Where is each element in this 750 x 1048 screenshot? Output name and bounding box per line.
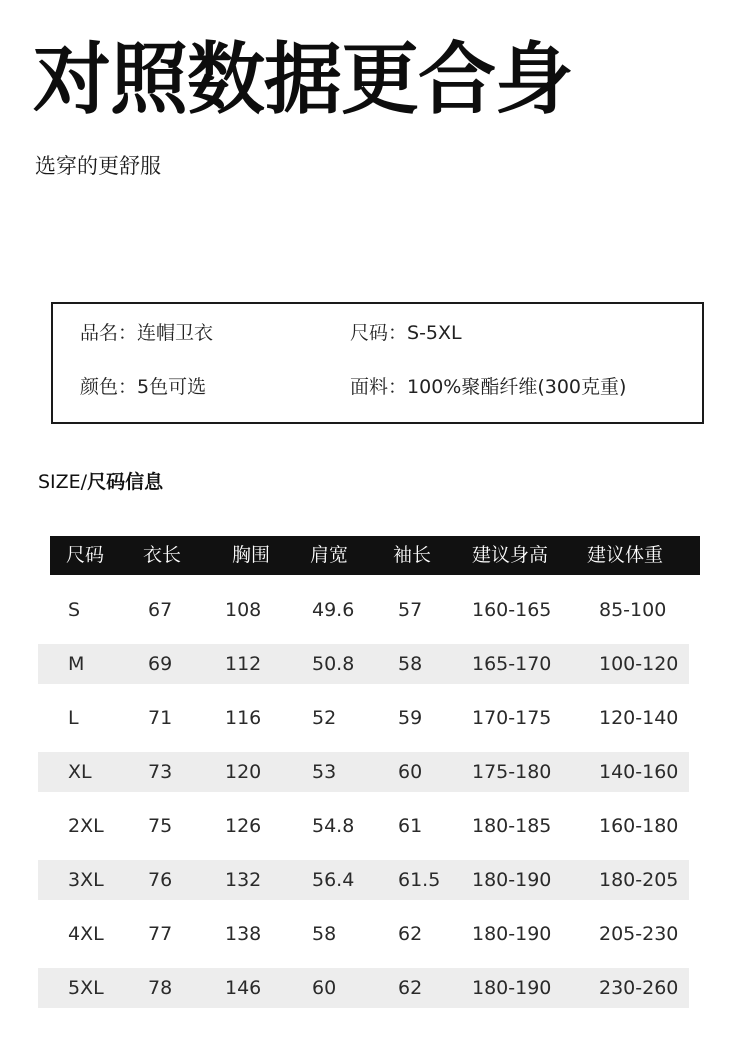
header-cell-chest: 胸围 bbox=[232, 544, 271, 566]
table-cell: 54.8 bbox=[312, 815, 355, 837]
header-cell-weight: 建议体重 bbox=[587, 544, 664, 566]
table-row bbox=[38, 968, 689, 1008]
table-row bbox=[38, 698, 689, 738]
table-cell: 60 bbox=[312, 977, 337, 999]
table-cell: 71 bbox=[148, 707, 173, 729]
header-cell-shoulder: 肩宽 bbox=[310, 544, 349, 566]
product-material-label: 面料： bbox=[350, 376, 408, 398]
table-cell: 67 bbox=[148, 599, 173, 621]
product-color-value: 5色可选 bbox=[137, 376, 207, 398]
table-cell: 77 bbox=[148, 923, 173, 945]
table-cell: 160-165 bbox=[472, 599, 552, 621]
size-table-header bbox=[50, 536, 700, 575]
table-cell: 180-205 bbox=[599, 869, 679, 891]
table-cell: XL bbox=[68, 761, 92, 783]
product-name-label: 品名： bbox=[80, 322, 138, 344]
page-subtitle: 选穿的更舒服 bbox=[35, 154, 161, 178]
header-cell-length: 衣长 bbox=[143, 544, 182, 566]
table-cell: 57 bbox=[398, 599, 423, 621]
table-cell: 78 bbox=[148, 977, 173, 999]
table-cell: 146 bbox=[225, 977, 262, 999]
table-cell: 170-175 bbox=[472, 707, 552, 729]
table-cell: 50.8 bbox=[312, 653, 355, 675]
table-cell: 56.4 bbox=[312, 869, 355, 891]
table-cell: 58 bbox=[398, 653, 423, 675]
table-cell: 75 bbox=[148, 815, 173, 837]
table-cell: 108 bbox=[225, 599, 262, 621]
table-row bbox=[38, 914, 689, 954]
table-cell: S bbox=[68, 599, 81, 621]
table-row bbox=[38, 860, 689, 900]
table-cell: 180-190 bbox=[472, 869, 552, 891]
header-cell-height: 建议身高 bbox=[472, 544, 549, 566]
table-cell: 126 bbox=[225, 815, 262, 837]
table-cell: 62 bbox=[398, 923, 423, 945]
table-row bbox=[38, 590, 689, 630]
table-cell: 52 bbox=[312, 707, 337, 729]
size-section-heading bbox=[38, 468, 163, 496]
size-heading-en: SIZE/ bbox=[38, 471, 88, 493]
product-color bbox=[80, 373, 206, 401]
product-size-value: S-5XL bbox=[407, 322, 462, 344]
table-cell: 69 bbox=[148, 653, 173, 675]
table-row bbox=[38, 806, 689, 846]
product-size-label: 尺码： bbox=[350, 322, 408, 344]
table-cell: 230-260 bbox=[599, 977, 679, 999]
header-cell-size: 尺码 bbox=[66, 544, 105, 566]
product-name bbox=[80, 319, 213, 347]
product-name-value: 连帽卫衣 bbox=[137, 322, 214, 344]
table-cell: 2XL bbox=[68, 815, 104, 837]
table-cell: 62 bbox=[398, 977, 423, 999]
table-cell: 59 bbox=[398, 707, 423, 729]
header-cell-sleeve: 袖长 bbox=[393, 544, 432, 566]
table-cell: 165-170 bbox=[472, 653, 552, 675]
product-size bbox=[350, 319, 462, 347]
table-row bbox=[38, 644, 689, 684]
product-info-box bbox=[51, 302, 704, 424]
table-cell: 58 bbox=[312, 923, 337, 945]
table-cell: 4XL bbox=[68, 923, 104, 945]
table-cell: 53 bbox=[312, 761, 337, 783]
table-cell: 175-180 bbox=[472, 761, 552, 783]
table-cell: 180-185 bbox=[472, 815, 552, 837]
table-cell: 60 bbox=[398, 761, 423, 783]
table-cell: 160-180 bbox=[599, 815, 679, 837]
product-material bbox=[350, 373, 626, 401]
table-cell: 61.5 bbox=[398, 869, 441, 891]
table-cell: 120 bbox=[225, 761, 262, 783]
table-cell: 140-160 bbox=[599, 761, 679, 783]
product-material-value: 100%聚酯纤维(300克重) bbox=[407, 376, 627, 398]
table-cell: 138 bbox=[225, 923, 262, 945]
table-cell: 73 bbox=[148, 761, 173, 783]
table-cell: 205-230 bbox=[599, 923, 679, 945]
size-table bbox=[38, 536, 700, 1008]
table-cell: 116 bbox=[225, 707, 262, 729]
product-color-label: 颜色： bbox=[80, 376, 138, 398]
table-cell: 112 bbox=[225, 653, 262, 675]
table-cell: 132 bbox=[225, 869, 262, 891]
table-row bbox=[38, 752, 689, 792]
table-cell: 180-190 bbox=[472, 923, 552, 945]
table-cell: 76 bbox=[148, 869, 173, 891]
table-cell: 5XL bbox=[68, 977, 104, 999]
table-cell: 61 bbox=[398, 815, 423, 837]
page-title: 对照数据更合身 bbox=[33, 35, 573, 125]
table-cell: M bbox=[68, 653, 85, 675]
table-cell: 49.6 bbox=[312, 599, 355, 621]
table-cell: 180-190 bbox=[472, 977, 552, 999]
table-cell: 85-100 bbox=[599, 599, 667, 621]
size-heading-zh: 尺码信息 bbox=[87, 471, 164, 493]
table-cell: L bbox=[68, 707, 79, 729]
table-cell: 3XL bbox=[68, 869, 104, 891]
table-cell: 100-120 bbox=[599, 653, 679, 675]
table-cell: 120-140 bbox=[599, 707, 679, 729]
